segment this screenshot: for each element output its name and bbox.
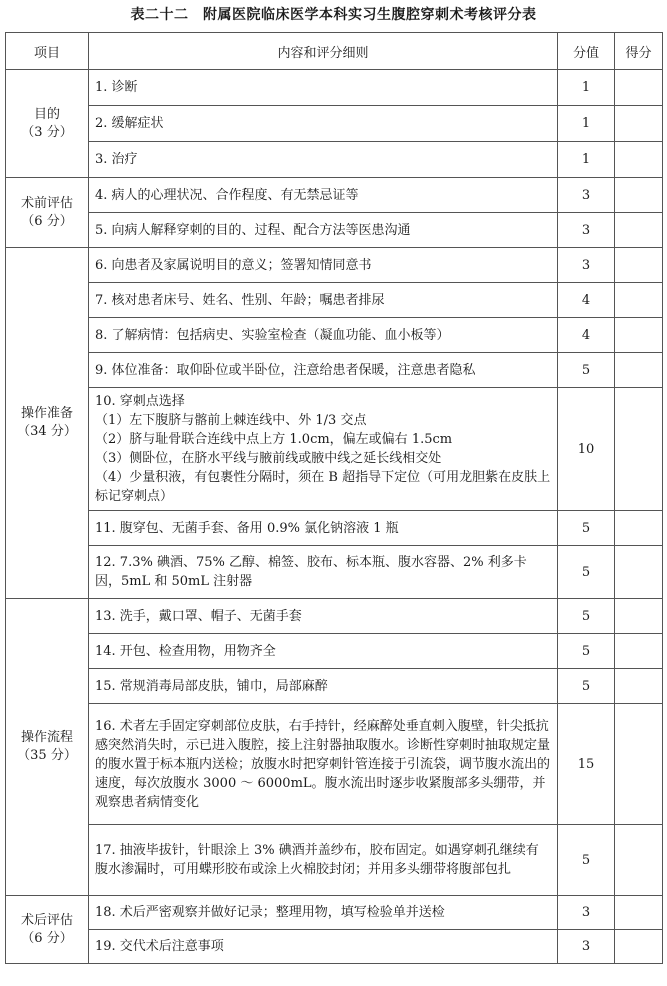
table-row bbox=[6, 388, 663, 511]
section-label bbox=[6, 70, 89, 178]
criteria-text: 3. 治疗 bbox=[95, 152, 138, 167]
criteria-text: 12. 7.3% 碘酒、75% 乙醇、棉签、胶布、标本瓶、腹水容器、2% 利多卡因，5mL 和 50mL 注射器 bbox=[95, 555, 527, 589]
obtained-score-cell[interactable] bbox=[615, 283, 663, 318]
table-row bbox=[6, 599, 663, 634]
table-title: 表二十二 附属医院临床医学本科实习生腹腔穿刺术考核评分表 bbox=[130, 7, 537, 23]
table-row bbox=[6, 318, 663, 353]
criteria-cell bbox=[89, 353, 558, 388]
table-row bbox=[6, 178, 663, 213]
score-value: 4 bbox=[558, 318, 615, 353]
section-points: （6 分） bbox=[21, 930, 73, 946]
criteria-cell bbox=[89, 704, 558, 825]
criteria-cell bbox=[89, 106, 558, 142]
obtained-score-cell[interactable] bbox=[615, 546, 663, 599]
table-row bbox=[6, 511, 663, 546]
table-row bbox=[6, 825, 663, 896]
criteria-text: 10. 穿刺点选择 bbox=[95, 394, 185, 409]
obtained-score-cell[interactable] bbox=[615, 106, 663, 142]
score-value: 5 bbox=[558, 669, 615, 704]
score-value: 3 bbox=[558, 930, 615, 964]
table-row bbox=[6, 70, 663, 106]
criteria-cell bbox=[89, 896, 558, 930]
obtained-score-cell[interactable] bbox=[615, 634, 663, 669]
score-value: 5 bbox=[558, 511, 615, 546]
header-score: 分值 bbox=[558, 33, 615, 70]
criteria-cell bbox=[89, 634, 558, 669]
obtained-score-cell[interactable] bbox=[615, 930, 663, 964]
score-value: 1 bbox=[558, 106, 615, 142]
table-row bbox=[6, 213, 663, 248]
section-points: （3 分） bbox=[21, 124, 73, 140]
score-value: 1 bbox=[558, 70, 615, 106]
section-name: 术后评估 bbox=[20, 912, 73, 928]
scoring-table bbox=[5, 32, 663, 964]
section-label bbox=[6, 896, 89, 964]
score-value: 3 bbox=[558, 213, 615, 248]
criteria-cell bbox=[89, 388, 558, 511]
criteria-cell bbox=[89, 318, 558, 353]
criteria-cell bbox=[89, 178, 558, 213]
criteria-text: 11. 腹穿包、无菌手套、备用 0.9% 氯化钠溶液 1 瓶 bbox=[95, 520, 399, 536]
criteria-text: 5. 向病人解释穿刺的目的、过程、配合方法等医患沟通 bbox=[95, 222, 411, 238]
table-row bbox=[6, 930, 663, 964]
score-value: 5 bbox=[558, 599, 615, 634]
section-points: （35 分） bbox=[17, 748, 77, 763]
section-label bbox=[6, 248, 89, 599]
table-row bbox=[6, 142, 663, 178]
criteria-text: 19. 交代术后注意事项 bbox=[95, 939, 224, 954]
criteria-text: 16. 术者左手固定穿刺部位皮肤，右手持针，经麻醉处垂直刺入腹壁，针尖抵抗感突然消失时，示已进入腹腔，接上注射器抽取腹水。诊断性穿刺时抽取规定量的腹水置于标本瓶内送检；放腹水时把穿刺针管连接于引流袋，调节腹水流出的速度，每次放腹水 3000 ～ 6000mL。腹水流出时逐步收紧腹部多头绷带，并观察患者病情变化 bbox=[95, 718, 551, 810]
criteria-text: 13. 洗手，戴口罩、帽子、无菌手套 bbox=[95, 608, 302, 624]
criteria-text: 17. 抽液毕拔针，针眼涂上 3% 碘酒并盖纱布，胶布固定。如遇穿刺孔继续有腹水渗漏时，可用蝶形胶布或涂上火棉胶封闭；并用多头绷带将腹部包扎 bbox=[95, 843, 539, 877]
score-value: 1 bbox=[558, 142, 615, 178]
table-row bbox=[6, 248, 663, 283]
score-value: 3 bbox=[558, 178, 615, 213]
criteria-cell bbox=[89, 669, 558, 704]
table-row bbox=[6, 669, 663, 704]
score-value: 5 bbox=[558, 546, 615, 599]
header-obtained: 得分 bbox=[615, 33, 663, 70]
section-points: （34 分） bbox=[17, 424, 77, 439]
obtained-score-cell[interactable] bbox=[615, 318, 663, 353]
criteria-text: 15. 常规消毒局部皮肤，铺巾，局部麻醉 bbox=[95, 678, 328, 694]
obtained-score-cell[interactable] bbox=[615, 599, 663, 634]
score-value: 3 bbox=[558, 896, 615, 930]
table-row bbox=[6, 704, 663, 825]
criteria-cell bbox=[89, 248, 558, 283]
criteria-cell bbox=[89, 511, 558, 546]
obtained-score-cell[interactable] bbox=[615, 213, 663, 248]
table-body bbox=[6, 70, 663, 964]
header-item: 项目 bbox=[6, 33, 89, 70]
criteria-cell bbox=[89, 930, 558, 964]
section-label bbox=[6, 178, 89, 248]
obtained-score-cell[interactable] bbox=[615, 669, 663, 704]
criteria-text: 14. 开包、检查用物，用物齐全 bbox=[95, 643, 276, 659]
criteria-text: 4. 病人的心理状况、合作程度、有无禁忌证等 bbox=[95, 187, 359, 203]
score-value: 15 bbox=[558, 704, 615, 825]
criteria-text: 9. 体位准备：取仰卧位或半卧位，注意给患者保暖，注意患者隐私 bbox=[95, 362, 476, 378]
criteria-text: 18. 术后严密观察并做好记录；整理用物，填写检验单并送检 bbox=[95, 905, 445, 920]
obtained-score-cell[interactable] bbox=[615, 825, 663, 896]
table-row bbox=[6, 546, 663, 599]
section-name: 术前评估 bbox=[20, 195, 73, 211]
criteria-cell bbox=[89, 283, 558, 318]
criteria-cell bbox=[89, 213, 558, 248]
criteria-cell bbox=[89, 599, 558, 634]
section-name: 操作流程 bbox=[20, 730, 73, 745]
obtained-score-cell[interactable] bbox=[615, 178, 663, 213]
obtained-score-cell[interactable] bbox=[615, 353, 663, 388]
score-value: 3 bbox=[558, 248, 615, 283]
score-value: 4 bbox=[558, 283, 615, 318]
section-name: 目的 bbox=[33, 106, 60, 122]
section-label bbox=[6, 599, 89, 896]
obtained-score-cell[interactable] bbox=[615, 70, 663, 106]
obtained-score-cell[interactable] bbox=[615, 704, 663, 825]
criteria-cell bbox=[89, 142, 558, 178]
header-row bbox=[6, 33, 663, 70]
table-row bbox=[6, 106, 663, 142]
criteria-subitem: （2）脐与耻骨联合连线中点上方 1.0cm，偏左或偏右 1.5cm bbox=[95, 432, 453, 447]
criteria-cell bbox=[89, 70, 558, 106]
criteria-text: 2. 缓解症状 bbox=[95, 116, 164, 131]
table-row bbox=[6, 634, 663, 669]
criteria-text: 6. 向患者及家属说明目的意义；签署知情同意书 bbox=[95, 257, 372, 273]
criteria-text: 7. 核对患者床号、姓名、性别、年龄；嘱患者排尿 bbox=[95, 292, 385, 308]
section-points: （6 分） bbox=[21, 213, 73, 229]
score-value: 10 bbox=[558, 388, 615, 511]
criteria-subitem: （4）少量积液，有包裹性分隔时，须在 B 超指导下定位（可用龙胆紫在皮肤上标记穿刺点） bbox=[95, 470, 551, 504]
section-name: 操作准备 bbox=[20, 406, 73, 421]
obtained-score-cell[interactable] bbox=[615, 511, 663, 546]
obtained-score-cell[interactable] bbox=[615, 896, 663, 930]
obtained-score-cell[interactable] bbox=[615, 142, 663, 178]
criteria-subitem: （1）左下腹脐与髂前上棘连线中、外 1/3 交点 bbox=[95, 413, 367, 428]
criteria-text: 8. 了解病情：包括病史、实验室检查（凝血功能、血小板等） bbox=[95, 327, 450, 343]
table-row bbox=[6, 896, 663, 930]
score-value: 5 bbox=[558, 353, 615, 388]
score-value: 5 bbox=[558, 825, 615, 896]
criteria-subitem: （3）侧卧位，在脐水平线与腋前线或腋中线之延长线相交处 bbox=[95, 451, 442, 466]
score-value: 5 bbox=[558, 634, 615, 669]
criteria-text: 1. 诊断 bbox=[95, 80, 138, 95]
header-content: 内容和评分细则 bbox=[89, 33, 558, 70]
criteria-cell bbox=[89, 825, 558, 896]
table-row bbox=[6, 353, 663, 388]
obtained-score-cell[interactable] bbox=[615, 248, 663, 283]
obtained-score-cell[interactable] bbox=[615, 388, 663, 511]
criteria-cell bbox=[89, 546, 558, 599]
table-row bbox=[6, 283, 663, 318]
